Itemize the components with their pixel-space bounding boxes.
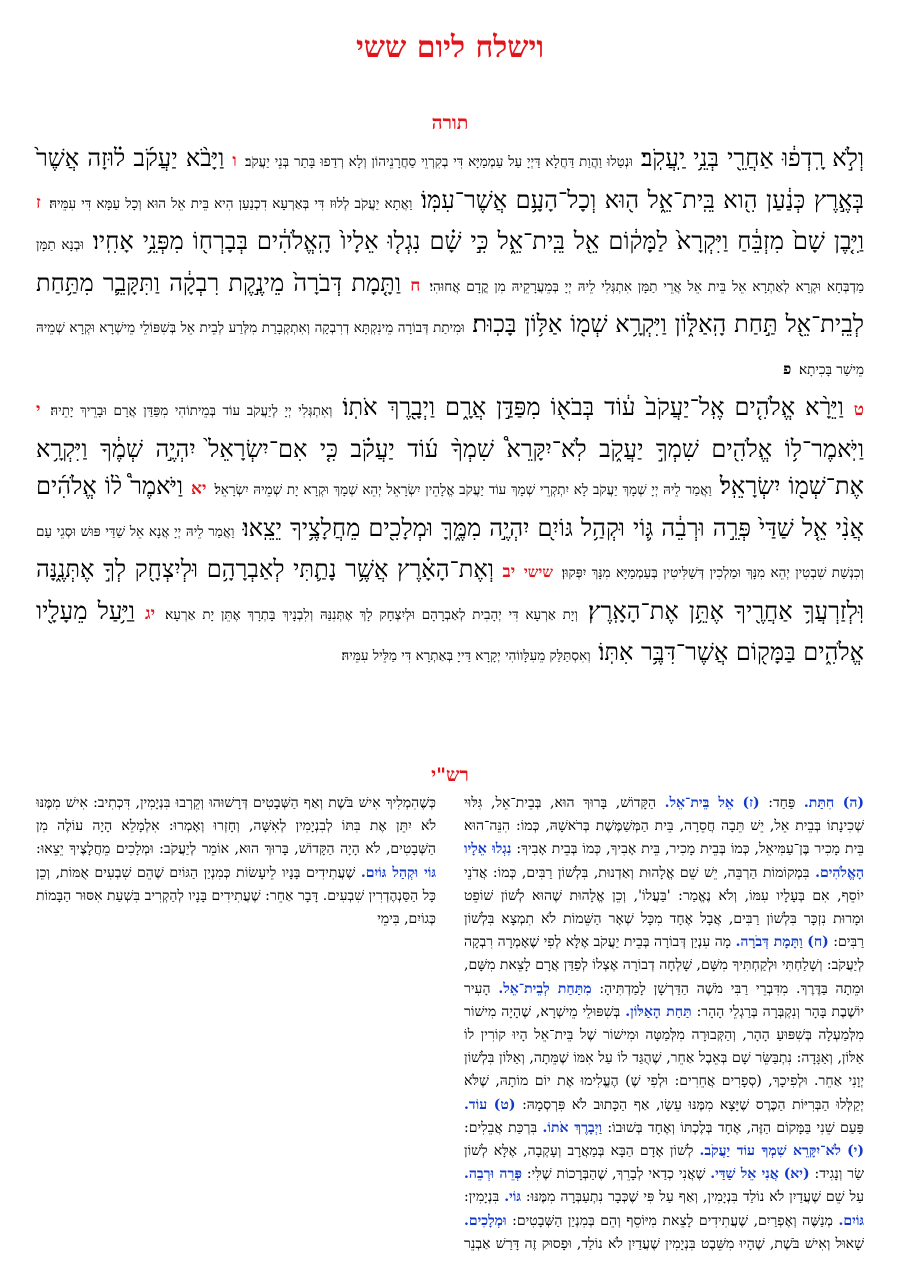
rashi-dibur-hamatchil: לֹא־יִקָּרֵא שִׁמְךָ עוֹד יַעֲקֹב. [699, 1143, 841, 1160]
onkelos-translation: וּנְטַלוּ וַהֲוַת דַּחֲלָא דַּיְיָ עַל עַמְמַיָּא דִּי בְקִרְוֵי סַחֲרָנֵיהוֹן וְלָא רְדַפוּ בָּתַר בְּנֵי יַעֲקֹב׃ [244, 154, 633, 170]
verse-number: ח [410, 275, 421, 296]
torah-paragraph [36, 140, 864, 389]
rashi-section-title: רש"י [431, 764, 469, 786]
verse-text: וַיֵּרָ֨א אֱלֹהִ֤ים אֶֽל־יַעֲקֹב֙ ע֔וֹד בְּבֹא֖וֹ מִפַּדַּ֣ן אֲרָ֑ם וַיְבָ֖רֶךְ אֹתֽוֹ׃ [342, 393, 844, 421]
verse-text: וְאֶת־הָאָ֗רֶץ אֲשֶׁ֥ר נָתַ֛תִּי לְאַבְרָהָ֥ם וּלְיִצְחָ֖ק לְךָ֣ אֶתְּנֶ֑נָּה וּֽלְזַרְעֲךָ֥ אַחֲרֶ֖יךָ אֶתֵּ֥ן אֶת־הָאָֽרֶץ׃ [36, 555, 864, 625]
rashi-dibur-hamatchil: וַתָּמָת דְּבֹרָה. [735, 934, 803, 951]
rashi-text: בְּשִׁפּוּלֵי מֵישְׁרָא, שֶׁהָיָה מִישׁוֹר מִלְּמַעְלָה בְּשִׁפּוּעַ הָהָר, וְהַקְּבוּרָה מִלְּמַטָּה וּמִישׁוֹר שֶׁל בֵּית־אֵל הָיוּ קוֹרִין לוֹ אַלּוֹן, וְאַגָּדָה: נִתְבַּשֵּׂר שָׁם בְּאֵבֶל אַחֵר, שֶׁהֻגַּד לוֹ עַל אִמּוֹ שֶׁמֵּתָה, וְאַלּוֹן בִּלְשׁוֹן יְוָנִי אַחֵר. וּלְפִיכָךְ, (סְפָרִים אֲחֵרִים: וּלְפִי שֶׁ) הֶעֱלִימוּ אֶת יוֹם מוֹתָהּ, שֶׁלֹּא יְקַלְּלוּ הַבְּרִיּוֹת הַכֶּרֶס שֶׁיָּצָא מִמֶּנּוּ עֵשָׂו, אַף הַכָּתוּב לֹא פִּרְסְמָהּ: [464, 1003, 864, 1113]
torah-text-block [36, 140, 864, 676]
rashi-dibur-hamatchil: עוֹד. [464, 1096, 488, 1113]
rashi-text: עַל שֵׁם שֶׁעֲדַיִן לֹא נוֹלַד בִּנְיָמִין, וְאַף עַל פִּי שֶׁכְּבָר נִתְעַבְּרָה מִמֶּנּוּ: [525, 1189, 864, 1206]
rashi-dibur-hamatchil: פְּרֵה וּרְבֵה. [464, 1166, 522, 1183]
rashi-verse-number: (ה) [842, 795, 864, 811]
rashi-text: פַּעַם שֵׁנִי בַּמָּקוֹם הַזֶּה, אֶחָד בְּלֶכְתּוֹ וְאֶחָד בְּשׁוּבוֹ: [607, 1119, 864, 1136]
verse-text: וַיִּ֤בֶן שָׁם֙ מִזְבֵּ֔חַ וַיִּקְרָא֙ לַמָּק֔וֹם אֵ֖ל בֵּֽית־אֵ֑ל כִּ֣י שָׁ֗ם נִגְל֤וּ אֵלָיו֙ הָֽאֱלֹהִ֔ים בְּבָרְח֖וֹ מִפְּנֵ֥י אָחִֽיו׃ [92, 227, 864, 255]
rashi-verse-number: (ט) [493, 1096, 516, 1113]
verse-text: וַיֹּאמֶר֩ ל֨וֹ אֱלֹהִ֜ים אֲנִ֨י אֵ֤ל שַׁדַּי֙ פְּרֵ֣ה וּרְבֵ֔ה גּ֛וֹי וּקְהַ֥ל גּוֹיִ֖ם יִהְיֶ֣ה מִמֶּ֑ךָּ וּמְלָכִ֖ים מֵחֲלָצֶ֥יךָ יֵצֵֽאוּ׃ [36, 472, 864, 542]
rashi-text: בִּרְכַּת אֲבֵלִים: [464, 1119, 538, 1136]
verse-number: י [36, 400, 41, 420]
rashi-text: שֶׁאֲנִי כְדַאי לְבָרֵךְ, שֶׁהַבְּרָכוֹת שֶׁלִּי: [526, 1166, 706, 1183]
rashi-dibur-hamatchil: גּוֹיִם. [838, 1212, 864, 1229]
onkelos-translation: וַאֲמַר לֵיהּ יְיָ אֲנָא אֵל שַׁדַּי פּוּשׁ וּסְגֵי עַם וְכִנְשַׁת שִׁבְטִין יְהֵא מִנָּךְ וּמַלְכִין דְּשַׁלִּיטִין בְּעַמְמַיָּא מִנָּךְ יִפְּקוּן׃ [36, 523, 864, 581]
rashi-dibur-hamatchil: נִגְלוּ אֵלָיו הָאֱלֹהִים. [464, 841, 864, 881]
rashi-dibur-hamatchil: מִתַּחַת לְבֵית־אֵל. [498, 980, 592, 997]
rashi-dibur-hamatchil: תַּחַת הָאַלּוֹן. [625, 1003, 692, 1020]
page-title: וישלח ליום ששי [355, 30, 545, 65]
rashi-text: מְנַשֶּׁה וְאֶפְרַיִם, שֶׁעֲתִידִים לָצֵאת מִיּוֹסֵף וְהֵם בְּמִנְיַן הַשְּׁבָטִים: [512, 1212, 833, 1229]
rashi-verse-number: (ז) [742, 795, 760, 811]
verse-number: יא [191, 479, 207, 499]
aliya-marker: שישי [523, 563, 553, 581]
rashi-verse-number: (י) [847, 1143, 864, 1160]
verse-number: ו [232, 151, 237, 171]
rashi-text: שֶׁעֲתִידִים בָּנָיו לֵיעָשׂוֹת כְּמִנְיַן הַגּוֹיִם שֶׁהֵם שִׁבְעִים אֻמּוֹת, וְכֵן כָּל הַסַּנְהֶדְרִין שִׁבְעִים. דָּבָר אַחֵר: שֶׁעֲתִידִים בָּנָיו לְהַקְרִיב בִּשְׁעַת אִסּוּר הַבָּמוֹת כְּגוֹיִם, בִּימֵי [36, 864, 436, 928]
verse-number: ט [853, 400, 864, 420]
rashi-dibur-hamatchil: אֵל בֵּית־אֵל. [664, 795, 734, 811]
rashi-text: פַּחַד: [768, 795, 796, 811]
rashi-commentary [36, 792, 864, 1262]
torah-paragraph [36, 389, 864, 676]
rashi-dibur-hamatchil: אֲנִי אֵל שַׁדַּי. [710, 1166, 779, 1183]
verse-text: וַתָּ֤מָת דְּבֹרָה֙ מֵינֶ֣קֶת רִבְקָ֔ה וַתִּקָּבֵ֛ר מִתַּ֥חַת לְבֵֽית־אֵ֖ל תַּ֣חַת הָֽאַלּ֑וֹן וַיִּקְרָ֥א שְׁמ֖וֹ אַלּ֥וֹן בָּכֽוּת׃ [36, 268, 864, 338]
verse-number: יב [502, 562, 516, 582]
verse-text: וַיַּ֥עַל מֵעָלָ֖יו אֱלֹהִ֑ים בַּמָּק֖וֹם אֲשֶׁר־דִּבֶּ֥ר אִתּֽוֹ׃ [36, 596, 864, 666]
torah-section-title: תורה [431, 112, 469, 134]
verse-text: וַיָּבֹ֨א יַעֲקֹ֜ב ל֗וּזָה אֲשֶׁר֙ בְּאֶ֣רֶץ כְּנַ֔עַן הִ֖וא בֵּֽית־אֵ֑ל ה֖וּא וְכָל־הָעָ֥ם אֲשֶׁר־עִמּֽוֹ׃ [36, 144, 864, 214]
rashi-text: בִּנְיָמִין: [464, 1189, 500, 1206]
rashi-dibur-hamatchil: גּוֹי. [504, 1189, 521, 1206]
onkelos-translation: וַאֲמַר לֵיהּ יְיָ שְׁמָךְ יַעֲקֹב לָא יִתְקְרֵי שְׁמָךְ עוֹד יַעֲקֹב אֱלָהֵין יִשְׂרָאֵל יְהֵא שְׁמָךְ וּקְרָא יָת שְׁמֵיהּ יִשְׂרָאֵל׃ [214, 482, 712, 498]
verse-number: יג [144, 603, 156, 624]
rashi-text: לְשׁוֹן אָדָם הַבָּא בְּמַאֲרָב וְעָקְבָה, אֶלָּא לְשׁוֹן שַׂר וְנָגִיד: [464, 1143, 864, 1183]
rashi-text: הָעִיר יוֹשֶׁבֶת בָּהָר וְנִקְבְּרָה בְּרַגְלֵי הָהָר: [464, 980, 864, 1020]
rashi-text: הַקָּדוֹשׁ, בָּרוּךְ הוּא, בְּבֵית־אֵל, גִּלּוּי שְׁכִינָתוֹ בְּבֵית אֵל, יֵשׁ תֵּבָה חֲסֵרָה, בֵּית הַמְּשַׁמֶּשֶׁת בְּרֹאשָׁהּ, כְּמוֹ: הִנֵּה־הוּא בֵּית מָכִיר בֶּן־עַמִּיאֵל, כְּמוֹ בְּבֵית מָכִיר, בֵּית אָבִיךָ, כְּמוֹ בְּבֵית אָבִיךָ: [464, 795, 864, 858]
petucha-marker: פ [783, 359, 792, 378]
verse-text: וַיֹּֽאמֶר־ל֥וֹ אֱלֹהִ֖ים שִׁמְךָ֣ יַעֲקֹ֑ב לֹֽא־יִקָּרֵא֩ שִׁמְךָ֨ ע֜וֹד יַעֲקֹ֗ב כִּ֤י אִם־יִשְׂרָאֵל֙ יִהְיֶ֣ה שְׁמֶ֔ךָ וַיִּקְרָ֥א אֶת־שְׁמ֖וֹ יִשְׂרָאֵֽל׃ [36, 434, 865, 500]
rashi-dibur-hamatchil: גּוֹי וּקְהַל גּוֹיִם. [360, 864, 436, 881]
rashi-dibur-hamatchil: וַיְבָרֶךְ אֹתוֹ. [542, 1119, 602, 1136]
onkelos-translation: וַאֲתָא יַעֲקֹב לְלוּז דִּי בְּאַרְעָא דִכְנַעַן הִיא בֵּית אֵל הוּא וְכָל עַמָּא דִּי עִמֵּיהּ׃ [49, 195, 413, 212]
rashi-dibur-hamatchil: חִתַּת. [803, 795, 835, 811]
onkelos-translation: וְיָת אַרְעָא דִּי יְהָבִית לְאַבְרָהָם וּלְיִצְחָק לָךְ אֶתְּנִנַּהּ וְלִבְנָיךְ בָּתְרָךְ אֶתֵּן יָת אַרְעָא׃ [165, 606, 578, 623]
rashi-dibur-hamatchil: וּמְלָכִים. [464, 1212, 507, 1229]
onkelos-translation: וּבְנָא תַמָּן מַדְבְּחָא וּקְרָא לְאַתְרָא אֵל בֵּית אֵל אֲרֵי תַמָּן אִתְגְּלִי לֵיהּ יְיָ בְּמֵעֲרָקֵיהּ מִן קֳדָם אֲחוּהִי׃ [36, 237, 864, 295]
rashi-verse-number: (יא) [783, 1166, 810, 1183]
rashi-text: בִּמְקוֹמוֹת הַרְבֵּה, יֵשׁ שֵׁם אֱלָהוּת וְאַדְנוּת, בִּלְשׁוֹן רַבִּים, כְּמוֹ: אֲדֹנֵי יוֹסֵף, אִם בְּעָלָיו עִמּוֹ, וְלֹא נֶאֱמַר: 'בַּעֲלוֹ', וְכֵן אֱלָהוּת שֶׁהוּא לְשׁוֹן שׁוֹפֵט וּמָרוּת נִזְכָּר בִּלְשׁוֹן רַבִּים, אֲבָל אֶחָד מִכָּל שְׁאָר הַשֵּׁמוֹת לֹא תִמְצָא בִּלְשׁוֹן רַבִּים: [464, 864, 864, 951]
onkelos-translation: וּמִיתַת דְּבוֹרָה מֵינִקְתָּא דְרִבְקָה וְאִתְקְבָרַת מִלְּרַע לְבֵית אֵל בְּשִׁפּוֹלֵי מֵישְׁרָא וּקְרָא שְׁמֵיהּ מֵישַׁר בָּכִיתָא׃ [36, 320, 864, 378]
rashi-text: מָה עִנְיַן דְּבוֹרָה בְּבֵית יַעֲקֹב אֶלָּא לְפִי שֶׁאָמְרָה רִבְקָה לְיַעֲקֹב: וְשָׁלַחְתִּי וּלְקַחְתִּיךָ מִשָּׁם, שָׁלְחָה דְבוֹרָה אֶצְלוֹ לְפַדַּן אֲרָם לָצֵאת מִשָּׁם, וּמֵתָה בַּדֶּרֶךְ. מִדִּבְרֵי רַבִּי מֹשֶׁה הַדַּרְשָׁן לָמַדְתִּיהָ: [464, 934, 864, 997]
rashi-text: שָׁאוּל וְאִישׁ בֹּשֶׁת, שֶׁהָיוּ מִשֵּׁבֶט בִּנְיָמִין שֶׁעֲדַיִן לֹא נוֹלַד, וּפָסוּק זֶה דָּרַשׁ אַבְנֵר כְּשֶׁהִמְלִיךְ אִישׁ בֹּשֶׁת וְאַף הַשְּׁבָטִים דְּרָשׁוּהוּ וְקֵרְבוּ בִּנְיָמִין, דִּכְתִיב: אִישׁ מִמֶּנּוּ לֹא יִתֵּן אֶת בִּתּוֹ לְבִנְיָמִין לְאִשָּׁה, וְחָזְרוּ וְאָמְרוּ: אִלְמָלֵא הָיָה עוֹלֶה מִן הַשְּׁבָטִים, לֹא הָיָה הַקָּדוֹשׁ, בָּרוּךְ הוּא, אוֹמֵר לְיַעֲקֹב: וּמְלָכִים מֵחֲלָצֶיךָ יֵצֵאוּ: [36, 795, 864, 1252]
verse-number: ז [36, 192, 41, 213]
onkelos-translation: וְאִסְתַּלַּק מֵעִלָּווֹהִי יְקָרָא דַּייָ בְּאַתְרָא דִּי מַלֵּיל עִמֵּיהּ׃ [341, 648, 591, 664]
onkelos-translation: וְאִתְגְּלִי יְיָ לְיַעֲקֹב עוֹד בְּמֵיתוֹהִי מִפַּדַּן אֲרָם וּבָרֵיךְ יָתֵיהּ׃ [50, 403, 333, 419]
rashi-verse-number: (ח) [807, 934, 829, 951]
verse-text: וְלֹ֣א רָֽדְפ֔וּ אַחֲרֵ֖י בְּנֵ֥י יַֽעֲקֹֽב׃ [640, 144, 864, 172]
